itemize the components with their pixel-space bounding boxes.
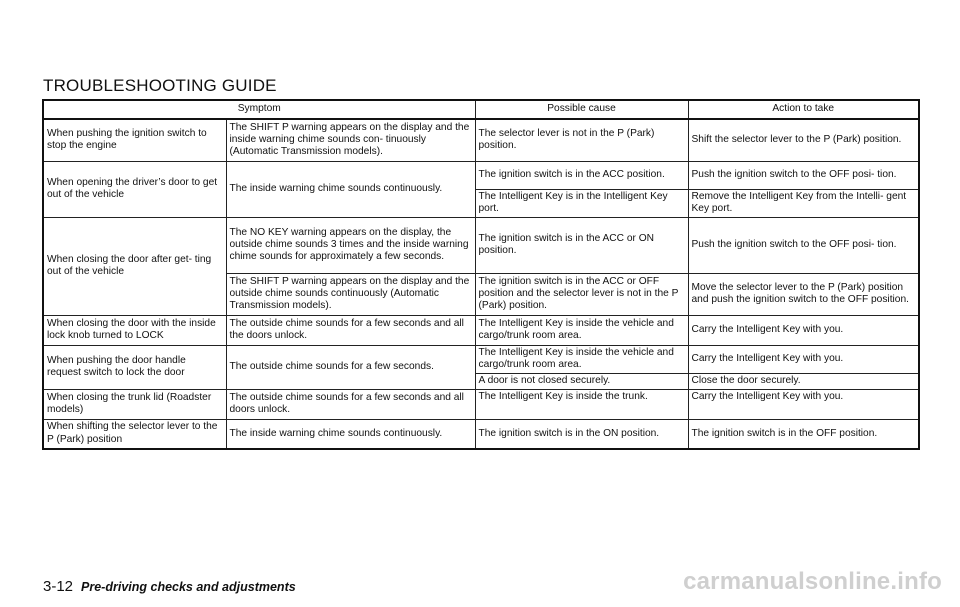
- action-cell: Move the selector lever to the P (Park) position and push the ignition switch to the OFF position.: [688, 273, 919, 315]
- symptom-cell: When opening the driver’s door to get out of the vehicle: [43, 161, 226, 217]
- table-row: [43, 389, 919, 419]
- action-cell: Close the door securely.: [688, 373, 919, 389]
- symptom-cell: When shifting the selector lever to the P (Park) position: [43, 419, 226, 449]
- watermark: carmanualsonline.info: [683, 568, 942, 595]
- cause-cell: The selector lever is not in the P (Park) position.: [475, 119, 688, 161]
- cause-cell: A door is not closed securely.: [475, 373, 688, 389]
- action-cell: Push the ignition switch to the OFF posi- tion.: [688, 161, 919, 189]
- indication-cell: The outside chime sounds for a few seconds and all the doors unlock.: [226, 315, 475, 345]
- symptom-cell: When closing the trunk lid (Roadster models): [43, 389, 226, 419]
- header-action: Action to take: [688, 100, 919, 119]
- indication-cell: The NO KEY warning appears on the display, the outside chime sounds 3 times and the inside warning chime sounds for approximately a few seconds.: [226, 217, 475, 273]
- indication-cell: The SHIFT P warning appears on the display and the inside warning chime sounds con- tinuously (Automatic Transmission models).: [226, 119, 475, 161]
- cause-cell: The Intelligent Key is inside the vehicle and cargo/trunk room area.: [475, 345, 688, 373]
- page-footer: [43, 578, 296, 596]
- action-cell: The ignition switch is in the OFF position.: [688, 419, 919, 449]
- section-name: Pre-driving checks and adjustments: [81, 580, 296, 594]
- cause-cell: The ignition switch is in the ACC position.: [475, 161, 688, 189]
- action-cell: Carry the Intelligent Key with you.: [688, 315, 919, 345]
- action-cell: Shift the selector lever to the P (Park) position.: [688, 119, 919, 161]
- indication-cell: The outside chime sounds for a few seconds.: [226, 345, 475, 389]
- symptom-cell: When closing the door after get- ting out of the vehicle: [43, 217, 226, 315]
- action-cell: Remove the Intelligent Key from the Intelli- gent Key port.: [688, 189, 919, 217]
- table-row: [43, 419, 919, 449]
- action-cell: Push the ignition switch to the OFF posi- tion.: [688, 217, 919, 273]
- symptom-cell: When pushing the ignition switch to stop the engine: [43, 119, 226, 161]
- table-row: [43, 217, 919, 273]
- table-header-row: [43, 100, 919, 119]
- cause-cell: The ignition switch is in the ON position.: [475, 419, 688, 449]
- header-symptom: Symptom: [43, 100, 475, 119]
- page-title: TROUBLESHOOTING GUIDE: [43, 76, 277, 95]
- action-cell: Carry the Intelligent Key with you.: [688, 345, 919, 373]
- indication-cell: The inside warning chime sounds continuously.: [226, 161, 475, 217]
- cause-cell: The Intelligent Key is inside the trunk.: [475, 389, 688, 419]
- symptom-cell: When pushing the door handle request switch to lock the door: [43, 345, 226, 389]
- cause-cell: The ignition switch is in the ACC or ON position.: [475, 217, 688, 273]
- table-row: [43, 119, 919, 161]
- symptom-cell: When closing the door with the inside lock knob turned to LOCK: [43, 315, 226, 345]
- indication-cell: The inside warning chime sounds continuously.: [226, 419, 475, 449]
- cause-cell: The Intelligent Key is in the Intelligent Key port.: [475, 189, 688, 217]
- page-number: 3-12: [43, 578, 74, 595]
- table-row: [43, 345, 919, 373]
- indication-cell: The SHIFT P warning appears on the display and the outside chime sounds continuously (Automatic Transmission models).: [226, 273, 475, 315]
- table-row: [43, 161, 919, 189]
- header-possible-cause: Possible cause: [475, 100, 688, 119]
- cause-cell: The Intelligent Key is inside the vehicle and cargo/trunk room area.: [475, 315, 688, 345]
- indication-cell: The outside chime sounds for a few seconds and all doors unlock.: [226, 389, 475, 419]
- table-row: [43, 315, 919, 345]
- cause-cell: The ignition switch is in the ACC or OFF position and the selector lever is not in the P (Park) position.: [475, 273, 688, 315]
- troubleshooting-table: [42, 99, 920, 450]
- action-cell: Carry the Intelligent Key with you.: [688, 389, 919, 419]
